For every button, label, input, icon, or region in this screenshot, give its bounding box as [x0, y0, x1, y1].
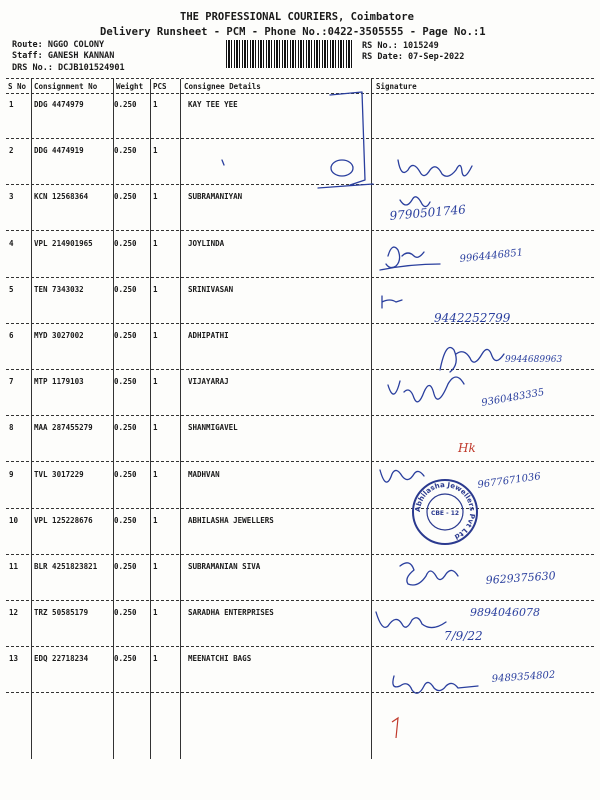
company-stamp	[413, 480, 477, 544]
row-separator	[6, 646, 594, 647]
sno-cell: 3	[9, 192, 14, 202]
red-note-8: Hk	[458, 441, 476, 455]
phone-7: 9360483335	[480, 387, 546, 409]
pen-underline	[380, 264, 440, 270]
signature-4	[386, 247, 424, 268]
sno-cell: 8	[9, 423, 14, 433]
col-consignee: Consignee Details	[184, 82, 261, 91]
sno-cell: 7	[9, 377, 14, 387]
row-separator	[6, 184, 594, 185]
weight-cell: 0.250	[114, 608, 137, 618]
consignment-cell: VPL 125228676	[34, 515, 93, 525]
date-12: 7/9/22	[444, 629, 483, 643]
row-separator	[6, 508, 594, 509]
header-bottom-rule	[6, 93, 594, 94]
signature-2	[398, 160, 472, 176]
header-top-rule	[6, 78, 594, 79]
consignment-cell: EDQ 22718234	[34, 654, 89, 664]
weight-cell: 0.250	[114, 469, 137, 479]
col-consignment: Consignment No	[34, 82, 98, 91]
pcs-cell: 1	[153, 562, 158, 571]
row-separator	[6, 277, 594, 278]
pcs-cell: 1	[153, 238, 158, 248]
row-separator	[6, 692, 594, 693]
col-divider	[31, 79, 32, 759]
row-separator	[6, 461, 594, 462]
consignee-cell: SRINIVASAN	[188, 284, 234, 294]
consignment-cell: VPL 214901965	[34, 238, 93, 248]
signature-5	[382, 296, 402, 308]
stamp-ring-text: Abhilasha Jewellers Pvt Ltd	[413, 480, 477, 541]
consignment-cell: BLR 4251823821	[34, 562, 98, 571]
col-divider	[180, 79, 181, 759]
sno-cell: 2	[9, 146, 14, 156]
row-separator	[6, 323, 594, 324]
phone-9: 9677671036	[476, 471, 542, 491]
pcs-cell: 1	[153, 469, 158, 479]
barcode	[226, 40, 354, 68]
company-title: THE PROFESSIONAL COURIERS, Coimbatore	[180, 11, 414, 23]
rs-number: RS No.: 1015249	[362, 41, 439, 51]
consignment-cell: TRZ 50585179	[34, 608, 89, 618]
sno-cell: 1	[9, 100, 14, 109]
consignee-cell: ADHIPATHI	[188, 331, 229, 340]
signature-12	[376, 612, 446, 628]
signature-3	[400, 197, 430, 207]
weight-cell: 0.250	[114, 331, 137, 340]
col-divider	[150, 79, 151, 759]
pcs-cell: 1	[153, 608, 158, 618]
col-pcs: PCS	[153, 82, 167, 91]
phone-5: 9442252799	[434, 311, 511, 325]
stamp-center-text: CBE - 12	[430, 510, 460, 517]
svg-text:Abhilasha Jewellers Pvt Ltd	[414, 481, 476, 541]
pcs-cell: 1	[153, 100, 158, 109]
weight-cell: 0.250	[114, 654, 137, 664]
consignee-cell: SHANMIGAVEL	[188, 423, 238, 433]
consignee-cell: JOYLINDA	[188, 238, 225, 248]
consignment-cell: MYD 3027002	[34, 331, 84, 340]
runsheet-title: Delivery Runsheet - PCM - Phone No.:0422-3505555 - Page No.:1	[100, 26, 486, 38]
consignment-cell: DDG 4474919	[34, 146, 84, 156]
consignment-cell: MAA 287455279	[34, 423, 93, 433]
sno-cell: 4	[9, 238, 14, 248]
pcs-cell: 1	[153, 284, 158, 294]
row-separator	[6, 600, 594, 601]
consignee-cell: KAY TEE YEE	[188, 100, 238, 109]
drs-number: DRS No.: DCJB101524901	[12, 63, 125, 73]
consignee-cell: VIJAYARAJ	[188, 377, 229, 387]
row-separator	[6, 554, 594, 555]
signature-7	[388, 377, 464, 402]
weight-cell: 0.250	[114, 100, 137, 109]
sno-cell: 13	[9, 654, 19, 664]
sno-cell: 11	[9, 562, 19, 571]
col-sno: S No	[8, 82, 27, 91]
phone-12: 9894046078	[470, 606, 540, 619]
pcs-cell: 1	[153, 515, 158, 525]
weight-cell: 0.250	[114, 238, 137, 248]
signature-11	[400, 563, 458, 585]
rs-date: RS Date: 07-Sep-2022	[362, 52, 465, 62]
row-separator	[6, 415, 594, 416]
red-tick	[392, 718, 398, 738]
pen-tick	[222, 160, 224, 165]
pcs-cell: 1	[153, 654, 158, 664]
row-separator	[6, 230, 594, 231]
signature-9	[380, 470, 424, 482]
consignee-cell: SUBRAMANIYAN	[188, 192, 243, 202]
consignee-cell: SARADHA ENTERPRISES	[188, 608, 274, 618]
sno-cell: 10	[9, 515, 19, 525]
consignee-cell: MADHVAN	[188, 469, 220, 479]
phone-4: 9964446851	[459, 247, 524, 265]
phone-11: 9629375630	[485, 569, 557, 587]
consignee-cell: ABHILASHA JEWELLERS	[188, 515, 274, 525]
weight-cell: 0.250	[114, 146, 137, 156]
consignment-cell: KCN 12568364	[34, 192, 89, 202]
pcs-cell: 1	[153, 146, 158, 156]
consignment-cell: MTP 1179103	[34, 377, 84, 387]
phone-6: 9944689963	[505, 355, 563, 365]
staff-label: Staff: GANESH KANNAN	[12, 51, 115, 61]
pcs-cell: 1	[153, 423, 158, 433]
weight-cell: 0.250	[114, 192, 137, 202]
weight-cell: 0.250	[114, 377, 137, 387]
consignment-cell: TVL 3017229	[34, 469, 84, 479]
sno-cell: 12	[9, 608, 19, 618]
route-label: Route: NGGO COLONY	[12, 40, 105, 50]
phone-3: 9790501746	[389, 202, 467, 223]
phone-13: 9489354802	[491, 669, 556, 685]
col-weight: Weight	[116, 82, 144, 91]
col-divider	[371, 79, 372, 759]
weight-cell: 0.250	[114, 284, 137, 294]
weight-cell: 0.250	[114, 562, 137, 571]
row-separator	[6, 138, 594, 139]
pen-circle	[331, 160, 353, 176]
sno-cell: 5	[9, 284, 14, 294]
consignment-cell: TEN 7343032	[34, 284, 84, 294]
pcs-cell: 1	[153, 377, 158, 387]
col-signature: Signature	[376, 82, 417, 91]
pcs-cell: 1	[153, 192, 158, 202]
consignment-cell: DDG 4474979	[34, 100, 84, 109]
consignee-cell: MEENATCHI BAGS	[188, 654, 252, 664]
weight-cell: 0.250	[114, 423, 137, 433]
sno-cell: 9	[9, 469, 14, 479]
sno-cell: 6	[9, 331, 14, 340]
weight-cell: 0.250	[114, 515, 137, 525]
row-separator	[6, 369, 594, 370]
signature-13	[393, 676, 478, 693]
consignee-cell: SUBRAMANIAN SIVA	[188, 562, 261, 571]
pcs-cell: 1	[153, 331, 158, 340]
